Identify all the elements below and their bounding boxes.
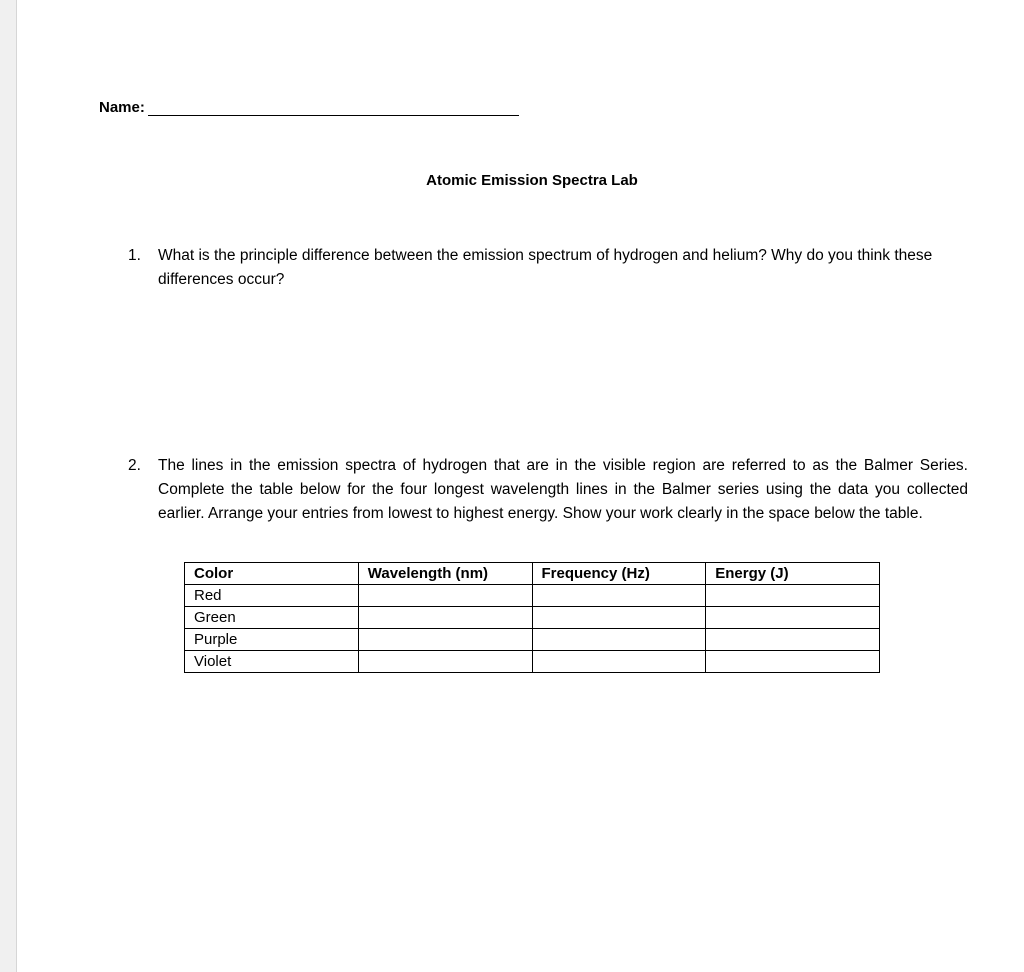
cell-color: Violet	[185, 651, 359, 673]
table-row	[185, 651, 880, 673]
header-color: Color	[185, 563, 359, 585]
table-row	[185, 607, 880, 629]
cell-frequency[interactable]	[532, 585, 706, 607]
cell-wavelength[interactable]	[358, 585, 532, 607]
cell-frequency[interactable]	[532, 629, 706, 651]
name-row	[99, 99, 519, 116]
question-1-text: What is the principle difference between the emission spectrum of hydrogen and helium? Why do you think these differences occur?	[158, 247, 933, 288]
cell-energy[interactable]	[706, 651, 880, 673]
name-label: Name:	[99, 99, 145, 116]
table-row	[185, 585, 880, 607]
cell-energy[interactable]	[706, 607, 880, 629]
balmer-series-table	[184, 562, 880, 673]
cell-color: Green	[185, 607, 359, 629]
question-2-text: The lines in the emission spectra of hydrogen that are in the visible region are referred to as the Balmer Series. Complete the table below for the four longest wavelength lines in the Balmer series using the data you collected earlier. Arrange your entries from lowest to highest energy. Show your work clearly in the space below the table.	[158, 457, 968, 522]
name-blank-line[interactable]	[148, 99, 519, 116]
cell-wavelength[interactable]	[358, 651, 532, 673]
cell-frequency[interactable]	[532, 651, 706, 673]
cell-energy[interactable]	[706, 629, 880, 651]
left-gutter	[0, 0, 17, 972]
header-wavelength: Wavelength (nm)	[358, 563, 532, 585]
table-header-row	[185, 563, 880, 585]
page-title: Atomic Emission Spectra Lab	[426, 172, 638, 189]
cell-frequency[interactable]	[532, 607, 706, 629]
question-2	[128, 454, 968, 526]
cell-wavelength[interactable]	[358, 607, 532, 629]
table-row	[185, 629, 880, 651]
question-1-number: 1.	[128, 247, 141, 264]
header-frequency: Frequency (Hz)	[532, 563, 706, 585]
question-1	[128, 244, 968, 292]
cell-color: Purple	[185, 629, 359, 651]
cell-color: Red	[185, 585, 359, 607]
header-energy: Energy (J)	[706, 563, 880, 585]
cell-wavelength[interactable]	[358, 629, 532, 651]
question-2-number: 2.	[128, 457, 141, 474]
cell-energy[interactable]	[706, 585, 880, 607]
